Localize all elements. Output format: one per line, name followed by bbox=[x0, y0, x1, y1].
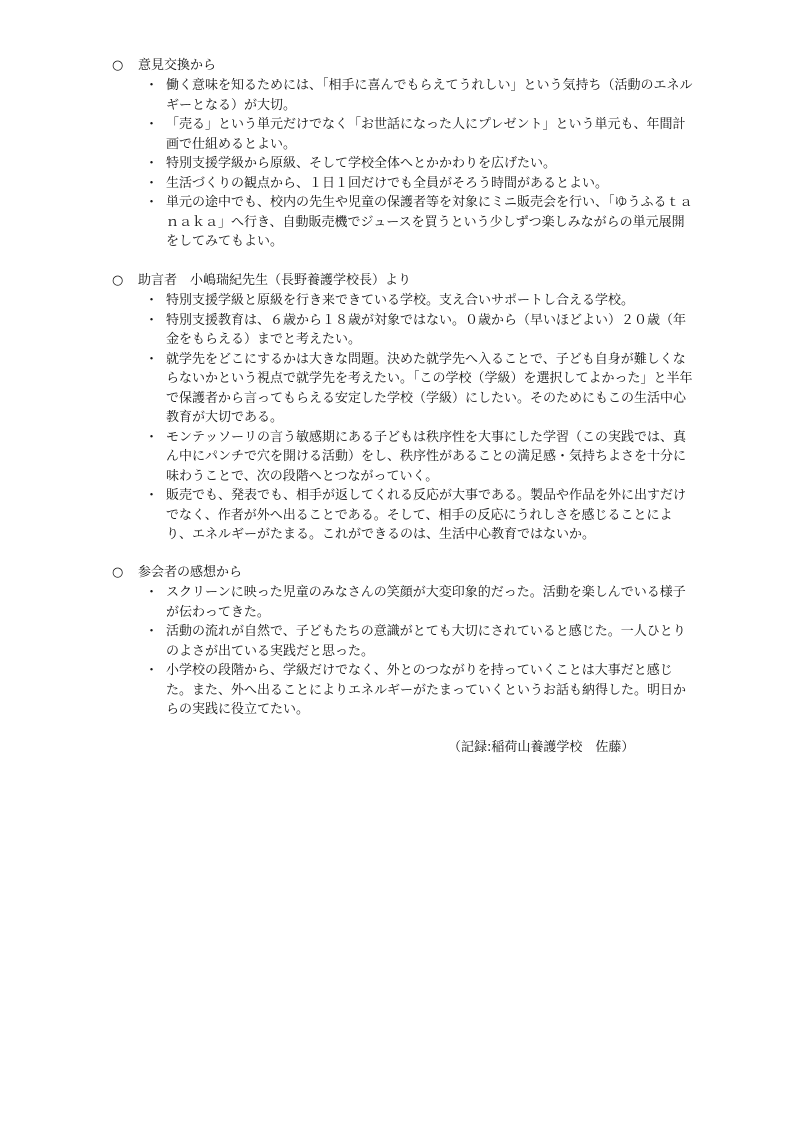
section-participant-impressions bbox=[112, 563, 702, 720]
list-item bbox=[112, 115, 694, 154]
list-item bbox=[112, 76, 694, 115]
record-credit: （記録:稲荷山養護学校 佐藤） bbox=[448, 740, 635, 755]
section-title: 参会者の感想から bbox=[138, 565, 243, 580]
item-list bbox=[112, 76, 702, 252]
list-item bbox=[112, 486, 694, 545]
bullet-icon: ・ bbox=[145, 429, 159, 445]
list-item bbox=[112, 174, 694, 194]
section-title: 意見交換から bbox=[138, 58, 217, 73]
section-heading bbox=[112, 563, 702, 583]
item-text: 特別支援教育は、６歳から１８歳が対象ではない。０歳から（早いほどよい）２０歳（年金をもらえる）までと考えたい。 bbox=[166, 312, 687, 347]
item-text: 生活づくりの観点から、１日１回だけでも全員がそろう時間があるとよい。 bbox=[166, 175, 609, 191]
circle-mark-icon: ○ bbox=[112, 565, 124, 580]
list-item bbox=[112, 193, 694, 252]
item-text: 「売る」という単元だけでなく「お世話になった人にプレゼント」という単元も、年間計画で仕組めるとよい。 bbox=[166, 117, 686, 152]
item-text: スクリーンに映った児童のみなさんの笑顔が大変印象的だった。活動を楽しんでいる様子が伝わってきた。 bbox=[166, 585, 686, 620]
bullet-icon: ・ bbox=[145, 585, 159, 600]
item-text: 販売でも、発表でも、相手が返してくれる反応が大事である。製品や作品を外に出すだけでなく、作者が外へ出ることである。そして、相手の反応にうれしさを感じることにより、エネルギーがたまる。これができるのは、生活中心教育ではないか。 bbox=[166, 488, 687, 542]
bullet-icon: ・ bbox=[145, 351, 159, 367]
section-title: 助言者 小嶋瑞紀先生（長野養護学校長）より bbox=[138, 273, 412, 288]
section-heading bbox=[112, 56, 702, 76]
list-item bbox=[112, 622, 694, 661]
bullet-icon: ・ bbox=[145, 312, 159, 328]
list-item bbox=[112, 291, 694, 311]
list-item bbox=[112, 350, 694, 428]
section-opinion-exchange bbox=[112, 56, 702, 252]
item-text: モンテッソーリの言う敏感期にある子どもは秩序性を大事にした学習（この実践では、真ん中にパンチで穴を開ける活動）をし、秩序性があることの満足感・気持ちよさを十分に味わうことで、次の段階へとつながっていく。 bbox=[166, 429, 687, 484]
list-item bbox=[112, 583, 694, 622]
bullet-icon: ・ bbox=[145, 117, 159, 132]
bullet-icon: ・ bbox=[145, 624, 159, 639]
item-text: 就学先をどこにするかは大きな問題。決めた就学先へ入ることで、子ども自身が難しくならないかという視点で就学先を考えたい。「この学校（学級）を選択してよかった」と半年で保護者から言ってもらえる安定した学校（学級）にしたい。そのためにもこの生活中心教育が大切である。 bbox=[166, 351, 693, 425]
item-list bbox=[112, 291, 702, 545]
bullet-icon: ・ bbox=[145, 78, 159, 93]
circle-mark-icon: ○ bbox=[112, 58, 124, 73]
bullet-icon: ・ bbox=[145, 663, 159, 678]
list-item bbox=[112, 428, 694, 487]
item-text: 特別支援学級と原級を行き来できている学校。支え合いサポートし合える学校。 bbox=[166, 293, 635, 308]
section-heading bbox=[112, 271, 702, 291]
item-text: 小学校の段階から、学級だけでなく、外とのつながりを持っていくことは大事だと感じた。また、外へ出ることによりエネルギーがたまっていくというお話も納得した。明日からの実践に役立てたい。 bbox=[166, 663, 687, 717]
bullet-icon: ・ bbox=[145, 156, 159, 171]
item-text: 活動の流れが自然で、子どもたちの意識がとても大切にされていると感じた。一人ひとりのよさが出ている実践だと思った。 bbox=[166, 624, 686, 659]
list-item bbox=[112, 311, 694, 350]
bullet-icon: ・ bbox=[145, 488, 159, 503]
bullet-icon: ・ bbox=[145, 175, 159, 191]
item-text: 単元の途中でも、校内の先生や児童の保護者等を対象にミニ販売会を行い、「ゆうふるｔａｎａｋａ」へ行き、自動販売機でジュースを買うという少しずつ楽しみながらの単元展開をしてみてもよい。 bbox=[166, 195, 693, 249]
item-text: 働く意味を知るためには、「相手に喜んでもらえてうれしい」という気持ち（活動のエネルギーとなる）が大切。 bbox=[166, 78, 693, 113]
item-list bbox=[112, 583, 702, 720]
circle-mark-icon: ○ bbox=[112, 273, 124, 288]
list-item bbox=[112, 154, 694, 174]
bullet-icon: ・ bbox=[145, 195, 159, 210]
list-item bbox=[112, 661, 694, 720]
item-text: 特別支援学級から原級、そして学校全体へとかかわりを広げたい。 bbox=[166, 156, 557, 171]
bullet-icon: ・ bbox=[145, 293, 159, 308]
section-advisor bbox=[112, 271, 702, 545]
